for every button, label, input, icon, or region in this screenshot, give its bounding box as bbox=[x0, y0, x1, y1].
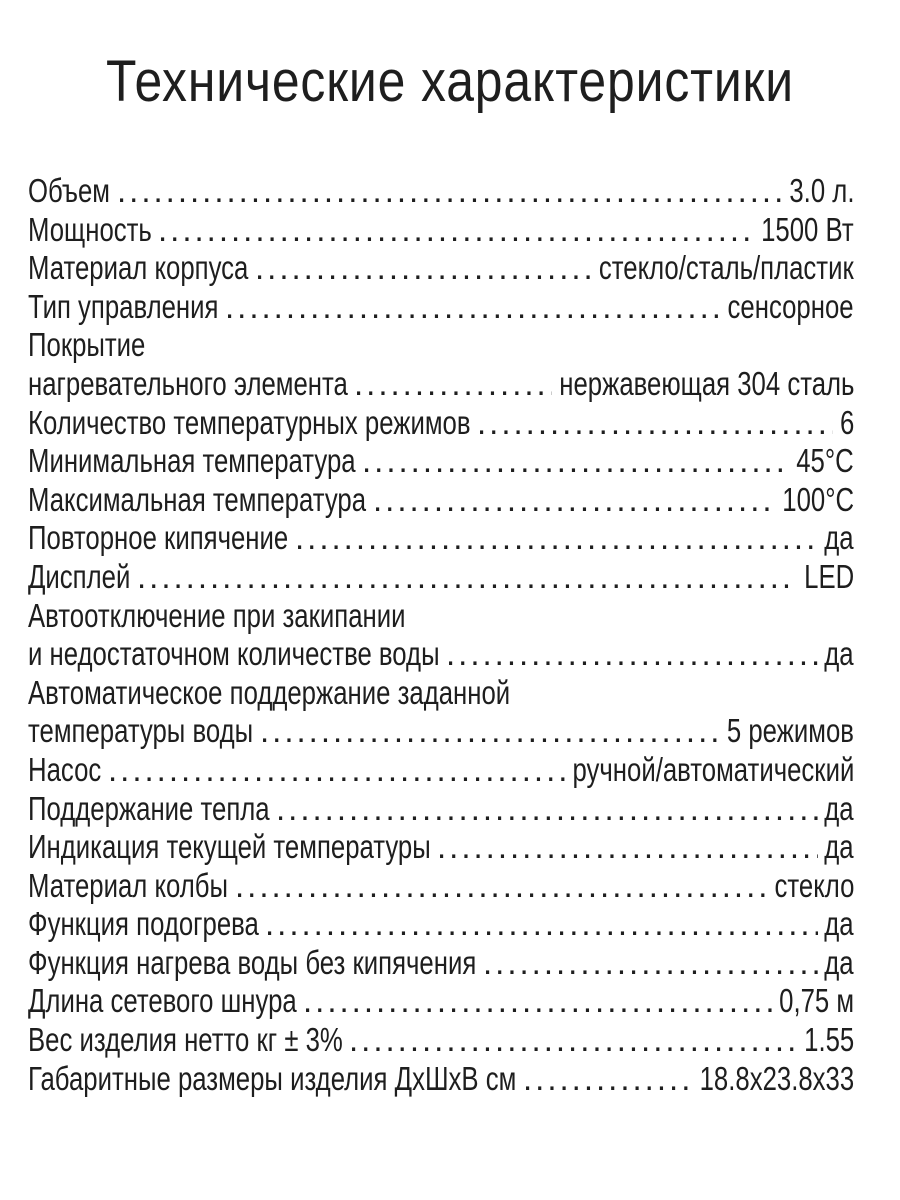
spec-value bbox=[726, 712, 854, 751]
spec-row bbox=[28, 790, 854, 829]
spec-value-text: 18.8x23.8x33 bbox=[699, 1059, 854, 1097]
spec-label bbox=[28, 1021, 343, 1060]
spec-label-text: Объем bbox=[28, 172, 111, 209]
spec-label bbox=[28, 365, 348, 404]
spec-value-text: стекло/сталь/пластик bbox=[599, 249, 854, 287]
spec-label bbox=[28, 481, 367, 520]
spec-value-text: да bbox=[824, 789, 854, 827]
spec-label-text: Функция подогрева bbox=[28, 905, 259, 943]
spec-value bbox=[761, 211, 854, 250]
spec-label bbox=[28, 404, 471, 443]
spec-label-text: Габаритные размеры изделия ДхШхВ см bbox=[28, 1059, 517, 1097]
spec-label bbox=[28, 1060, 517, 1099]
dot-leader bbox=[255, 249, 593, 288]
spec-label bbox=[28, 288, 219, 327]
spec-label bbox=[28, 519, 289, 558]
spec-label bbox=[28, 982, 297, 1021]
spec-value-text: 1500 Вт bbox=[761, 210, 854, 248]
spec-value bbox=[824, 944, 854, 983]
spec-label-text: Количество температурных режимов bbox=[28, 403, 471, 441]
spec-value bbox=[803, 1021, 854, 1060]
dot-leader bbox=[260, 712, 720, 751]
spec-row bbox=[28, 404, 854, 443]
dot-leader bbox=[362, 442, 790, 481]
spec-value bbox=[779, 982, 854, 1021]
spec-row bbox=[28, 905, 854, 944]
spec-label bbox=[28, 790, 270, 829]
spec-label bbox=[28, 828, 431, 867]
dot-leader bbox=[137, 558, 797, 597]
dot-leader bbox=[276, 790, 818, 829]
dot-leader bbox=[225, 288, 721, 327]
spec-value bbox=[788, 172, 854, 211]
dot-leader bbox=[265, 905, 818, 944]
spec-value bbox=[558, 365, 854, 404]
dot-leader bbox=[349, 1021, 797, 1060]
spec-label-text: и недостаточном количестве воды bbox=[28, 635, 440, 673]
spec-value bbox=[824, 905, 854, 944]
page-title: Технические характеристики bbox=[106, 49, 794, 114]
spec-row bbox=[28, 712, 854, 751]
spec-value-text: 45°C bbox=[796, 442, 854, 480]
spec-row bbox=[28, 481, 854, 520]
spec-value bbox=[572, 751, 854, 790]
spec-value-text: ручной/автоматический bbox=[572, 750, 854, 788]
spec-value-text: да bbox=[824, 519, 854, 557]
spec-label-text: Автоматическое поддержание заданной bbox=[28, 673, 511, 711]
spec-value bbox=[774, 867, 854, 906]
spec-label bbox=[28, 442, 356, 481]
spec-row bbox=[28, 1060, 854, 1099]
dot-leader bbox=[295, 519, 818, 558]
spec-value-text: 0,75 м bbox=[779, 982, 854, 1020]
spec-row bbox=[28, 249, 854, 288]
dot-leader bbox=[117, 172, 782, 211]
spec-label bbox=[28, 211, 152, 250]
spec-label-line bbox=[28, 674, 854, 713]
spec-label-text: Длина сетевого шнура bbox=[28, 982, 297, 1020]
spec-row bbox=[28, 1021, 854, 1060]
spec-label-text: Тип управления bbox=[28, 287, 219, 325]
spec-label bbox=[28, 172, 111, 211]
spec-label-text: Поддержание тепла bbox=[28, 789, 270, 827]
spec-value-text: 6 bbox=[839, 403, 854, 441]
spec-row bbox=[28, 442, 854, 481]
spec-row bbox=[28, 519, 854, 558]
spec-value bbox=[599, 249, 854, 288]
spec-row bbox=[28, 172, 854, 211]
spec-label-line bbox=[28, 326, 854, 365]
dot-leader bbox=[483, 944, 818, 983]
spec-label bbox=[28, 249, 249, 288]
spec-row bbox=[28, 751, 854, 790]
spec-value-text: да bbox=[824, 635, 854, 673]
spec-label bbox=[28, 905, 259, 944]
dot-leader bbox=[235, 867, 768, 906]
spec-label-text: Функция нагрева воды без кипячения bbox=[28, 943, 477, 981]
dot-leader bbox=[437, 828, 818, 867]
spec-value-text: да bbox=[824, 943, 854, 981]
spec-label-text: Максимальная температура bbox=[28, 480, 367, 518]
spec-value bbox=[727, 288, 854, 327]
spec-label bbox=[28, 944, 477, 983]
spec-label-line bbox=[28, 597, 854, 636]
spec-label-text: Повторное кипячение bbox=[28, 519, 289, 557]
spec-row bbox=[28, 211, 854, 250]
spec-label-text: Автоотключение при закипании bbox=[28, 596, 406, 634]
dot-leader bbox=[477, 404, 833, 443]
dot-leader bbox=[446, 635, 818, 674]
spec-label bbox=[28, 867, 229, 906]
spec-label bbox=[28, 712, 254, 751]
spec-label bbox=[28, 635, 440, 674]
dot-leader bbox=[303, 982, 773, 1021]
spec-label-text: Минимальная температура bbox=[28, 442, 356, 480]
spec-label-text: Материал колбы bbox=[28, 866, 229, 904]
spec-value bbox=[796, 442, 854, 481]
spec-label-text: Мощность bbox=[28, 210, 152, 248]
spec-row bbox=[28, 982, 854, 1021]
spec-label-text: температуры воды bbox=[28, 712, 254, 750]
spec-label-text: нагревательного элемента bbox=[28, 364, 348, 402]
spec-value bbox=[824, 519, 854, 558]
spec-value bbox=[803, 558, 854, 597]
spec-value-text: 3.0 л. bbox=[788, 172, 854, 209]
spec-list bbox=[28, 172, 854, 1098]
spec-value-text: 5 режимов bbox=[726, 712, 854, 750]
spec-value bbox=[699, 1060, 854, 1099]
spec-label-text: Вес изделия нетто кг ± 3% bbox=[28, 1021, 343, 1059]
spec-label-text: Индикация текущей температуры bbox=[28, 828, 431, 866]
spec-row bbox=[28, 365, 854, 404]
spec-row bbox=[28, 867, 854, 906]
spec-value-text: да bbox=[824, 828, 854, 866]
spec-value-text: LED bbox=[803, 557, 854, 595]
spec-row bbox=[28, 288, 854, 327]
spec-value bbox=[839, 404, 854, 443]
spec-value-text: сенсорное bbox=[727, 287, 854, 325]
spec-label bbox=[28, 751, 102, 790]
spec-row bbox=[28, 635, 854, 674]
spec-value-text: да bbox=[824, 905, 854, 943]
spec-value-text: 1.55 bbox=[803, 1021, 854, 1059]
spec-label-text: Материал корпуса bbox=[28, 249, 249, 287]
dot-leader bbox=[373, 481, 776, 520]
spec-value-text: нержавеющая 304 сталь bbox=[558, 364, 854, 402]
dot-leader bbox=[158, 211, 755, 250]
spec-value bbox=[782, 481, 854, 520]
spec-label-text: Покрытие bbox=[28, 326, 146, 364]
spec-value bbox=[824, 828, 854, 867]
dot-leader bbox=[523, 1060, 693, 1099]
spec-value-text: 100°C bbox=[782, 480, 854, 518]
spec-value-text: стекло bbox=[774, 866, 854, 904]
spec-label-text: Насос bbox=[28, 750, 102, 788]
spec-row bbox=[28, 558, 854, 597]
spec-value bbox=[824, 790, 854, 829]
spec-value bbox=[824, 635, 854, 674]
spec-row bbox=[28, 944, 854, 983]
dot-leader bbox=[108, 751, 566, 790]
spec-row bbox=[28, 828, 854, 867]
spec-label bbox=[28, 558, 131, 597]
spec-label-text: Дисплей bbox=[28, 557, 131, 595]
dot-leader bbox=[354, 365, 552, 404]
